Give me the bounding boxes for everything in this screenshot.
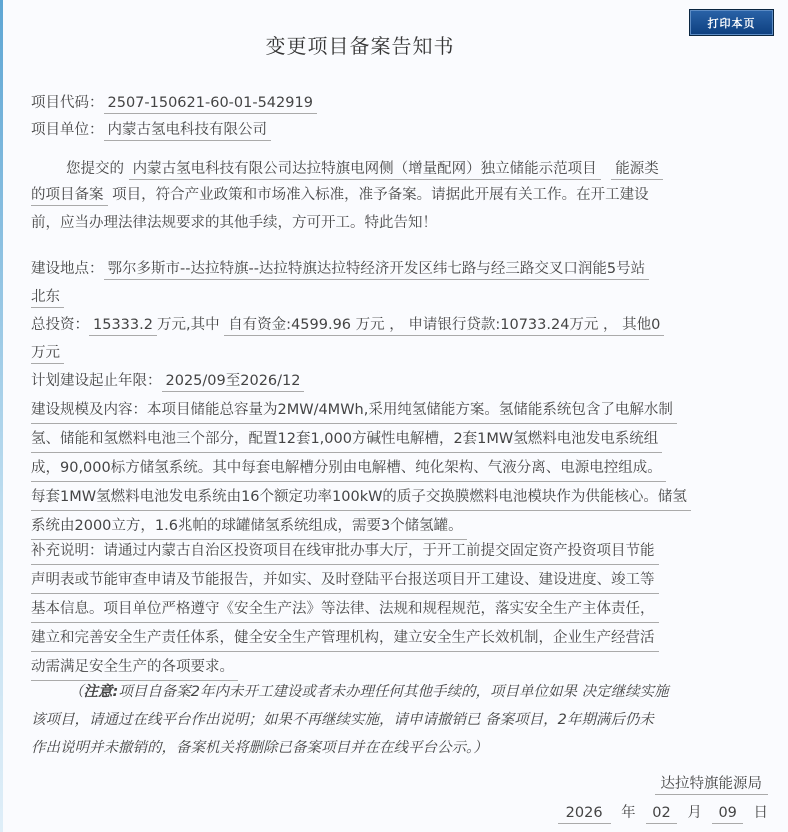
scope-label: 建设规模及内容：	[31, 402, 147, 418]
issuer: 达拉特旗能源局	[655, 772, 769, 793]
scope-line: 成，90,000标方储氢系统。其中每套电解槽分别由电解槽、纯化架构、气液分离、电源电控组成。	[31, 455, 666, 482]
supplement-section	[31, 538, 771, 683]
project-code-row	[31, 92, 317, 114]
project-code-label: 项目代码：	[31, 95, 104, 111]
project-unit-row	[31, 119, 271, 141]
intro-text: 项目，符合产业政策和市场准入标准，准予备案。请据此开展有关工作。在开工建设	[112, 187, 649, 203]
investment-row-2	[31, 342, 64, 364]
location-row-2	[31, 286, 64, 308]
scope-section	[31, 397, 771, 542]
page-title: 变更项目备案告知书	[265, 34, 455, 58]
location-value: 鄂尔多斯市--达拉特旗--达拉特旗达拉特经济开发区纬七路与经三路交叉口润能5号站	[104, 261, 650, 280]
left-edge-decoration	[0, 0, 3, 832]
investment-row	[31, 314, 664, 336]
intro-line-3: 前，应当办理法律法规要求的其他手续，方可开工。特此告知！	[31, 215, 437, 231]
investment-total: 15333.2	[89, 317, 157, 336]
investment-label: 总投资：	[31, 317, 89, 333]
date-year: 2026	[558, 805, 611, 824]
period-label: 计划建设起止年限：	[31, 373, 162, 389]
supplement-line: 建立和完善安全生产责任体系，健全安全生产管理机构，建立安全生产长效机制，企业生产经营活	[31, 625, 659, 652]
print-page-button[interactable]: 打印本页	[689, 9, 774, 36]
project-code-value: 2507-150621-60-01-542919	[104, 95, 317, 114]
location-row	[31, 258, 649, 280]
scope-line: 每套1MW氢燃料电池发电系统由16个额定功率100kW的质子交换膜燃料电池模块作为供能核心。储氢	[31, 484, 691, 511]
project-unit-label: 项目单位：	[31, 122, 104, 138]
location-value-cont: 北东	[31, 289, 64, 308]
notice-text: （注意:项目自备案2年内未开工建设或者未办理任何其他手续的，项目单位如果 决定继续实施 该项目，请通过在线平台作出说明；如果不再继续实施，请申请撤销已 备案项目，2年期满后仍未 作出说明并未撤销的，备案机关将删除已备案项目并在在线平台公示。）	[31, 684, 669, 756]
date-month: 02	[646, 805, 676, 824]
intro-prefix: 您提交的	[66, 161, 124, 177]
date-day: 09	[712, 805, 742, 824]
investment-detail: 自有资金:4599.96 万元 ， 申请银行贷款:10733.24万元 ， 其他0	[224, 317, 664, 336]
issue-date: 2026 年 02 月 09 日	[558, 801, 768, 822]
location-label: 建设地点：	[31, 261, 104, 277]
project-category-cont: 的项目备案	[31, 187, 108, 206]
project-category: 能源类	[611, 161, 663, 180]
supplement-line: 基本信息。项目单位严格遵守《安全生产法》等法律、法规和规程规范，落实安全生产主体责任，	[31, 596, 659, 623]
supplement-line: 声明表或节能审查申请及节能报告，并如实、及时登陆平台报送项目开工建设、建设进度、竣工等	[31, 567, 659, 594]
supplement-line: 补充说明：请通过内蒙古自治区投资项目在线审批办事大厅，于开工前提交固定资产投资项目节能	[31, 538, 659, 565]
period-value: 2025/09至2026/12	[162, 373, 305, 392]
period-row	[31, 370, 304, 392]
investment-unit: 万元,其中	[156, 317, 220, 333]
project-unit-value: 内蒙古氢电科技有限公司	[104, 122, 272, 141]
supplement-label: 补充说明：	[31, 543, 104, 559]
supplement-line: 动需满足安全生产的各项要求。	[31, 654, 238, 681]
scope-line: 氢、储能和氢燃料电池三个部分，配置12套1,000方碱性电解槽，2套1MW氢燃料电池发电系统组	[31, 426, 662, 453]
scope-line: 系统由2000立方，1.6兆帕的球罐储氢系统组成，需要3个储氢罐。	[31, 513, 467, 540]
notice-label: 注意:	[83, 684, 119, 700]
intro-line-2	[31, 184, 649, 206]
intro-line-1	[31, 158, 663, 180]
project-name: 内蒙古氢电科技有限公司达拉特旗电网侧（增量配网）独立储能示范项目	[129, 161, 601, 180]
scope-line: 建设规模及内容：本项目储能总容量为2MW/4MWh,采用纯氢储能方案。氢储能系统包含了电解水制	[31, 397, 677, 424]
investment-detail-cont: 万元	[31, 345, 64, 364]
